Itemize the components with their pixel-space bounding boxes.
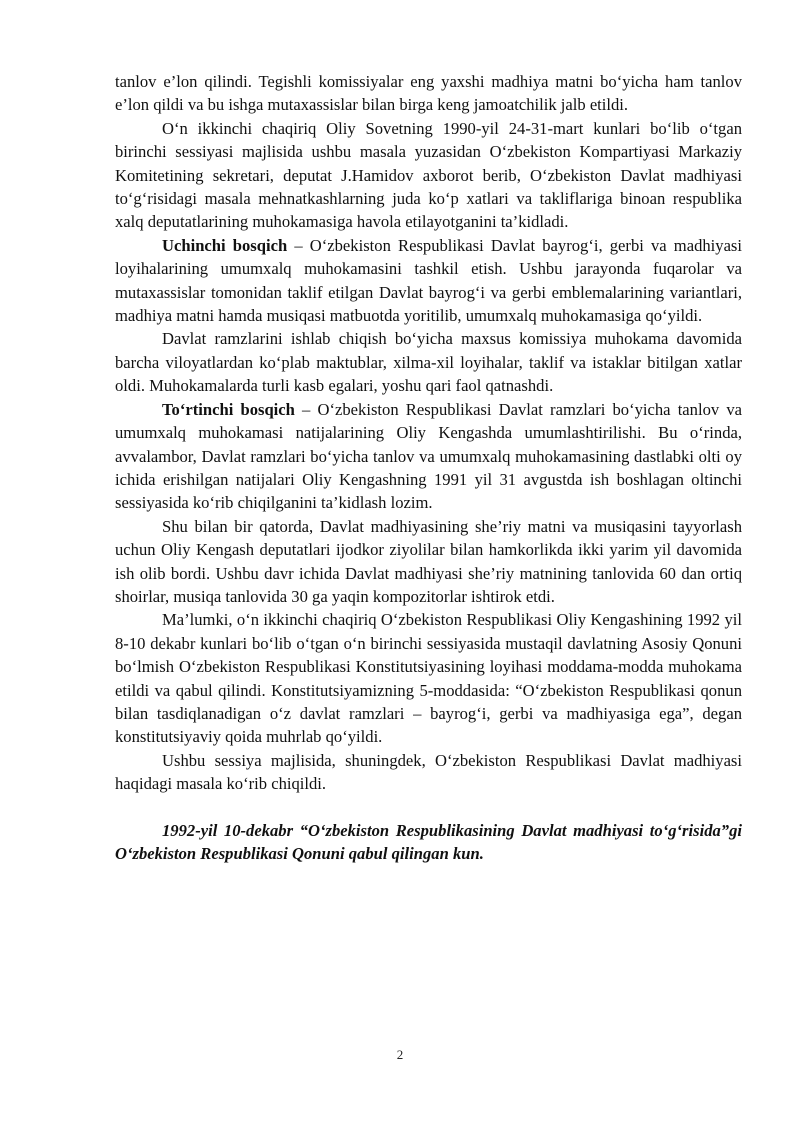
document-body	[115, 70, 742, 866]
paragraph-session: Ushbu sessiya majlisida, shuningdek, O‘zbekiston Respublikasi Davlat madhiyasi haqidagi masala ko‘rib chiqildi.	[115, 750, 742, 794]
paragraph-commission: Davlat ramzlarini ishlab chiqish bo‘yicha maxsus komissiya muhokama davomida barcha viloyatlardan ko‘plab maktublar, xilma-xil loyihalar, taklif va istaklar bitilgan xatlar oldi. Muhokamalarda turli kasb egalari, yoshu qari faol qatnashdi.	[115, 329, 742, 396]
page-number: 2	[396, 1047, 404, 1062]
paragraph-anthem-text: Shu bilan bir qatorda, Davlat madhiyasining she’riy matni va musiqasini tayyorlash uchun Oliy Kengash deputatlari ijodkor ziyolilar bilan hamkorlikda ikki yarim yil davomida ish olib bordi. Ushbu davr ichida Davlat madhiyasi she’riy matnining tanlovida 60 dan ortiq shoirlar, musiqa tanlovida 30 ga yaqin kompozitorlar ishtirok etdi.	[115, 516, 742, 606]
paragraph-constitution: Ma’lumki, o‘n ikkinchi chaqiriq O‘zbekiston Respublikasi Oliy Kengashining 1992 yil 8-10 dekabr kunlari bo‘lib o‘tgan o‘n birinchi sessiyasida mustaqil davlatning Asosiy Qonuni bo‘lmish O‘zbekiston Respublikasi Konstitutsiyasining loyihasi moddama-modda muhokama etildi va qabul qilindi. Konstitutsiyamizning 5-moddasida: “O‘zbekiston Respublikasi qonun bilan tasdiqlanadigan o‘z davlat ramzlari – bayrog‘i, gerbi va madhiyasiga ega”, degan konstitutsiyaviy qoida muhrlab qo‘yildi.	[115, 610, 742, 747]
closing-statement: 1992-yil 10-dekabr “O‘zbekiston Respublikasining Davlat madhiyasi to‘g‘risida”gi O‘zbekiston Respublikasi Qonuni qabul qilingan kun.	[115, 820, 742, 864]
fourth-stage-heading: To‘rtinchi bosqich	[162, 399, 295, 419]
paragraph-oliy-sovet-session: O‘n ikkinchi chaqiriq Oliy Sovetning 1990-yil 24-31-mart kunlari bo‘lib o‘tgan birinchi sessiyasi majlisida ushbu masala yuzasidan O‘zbekiston Kompartiyasi Markaziy Komitetining sekretari, deputat J.Hamidov axborot berib, O‘zbekiston Davlat madhiyasi to‘g‘risidagi masala mehnatkashlarning juda ko‘p xatlari va takliflariga binoan respublika xalq deputatlarining muhokamasiga havola etilayotganini ta’kidladi.	[115, 118, 742, 232]
third-stage-text: – O‘zbekiston Respublikasi Davlat bayrog‘i, gerbi va madhiyasi loyihalarining umumxalq muhokamasini tashkil etish. Ushbu jarayonda fuqarolar va mutaxassislar tomonidan taklif etilgan Davlat bayrog‘i va gerbi emblemalarining variantlari, madhiya matni hamda musiqasi matbuotda yoritilib, umumxalq muhokamasiga qo‘yildi.	[115, 235, 742, 326]
third-stage-heading: Uchinchi bosqich	[162, 235, 288, 255]
paragraph-fourth-stage	[115, 398, 742, 515]
paragraph-continuation: tanlov e’lon qilindi. Tegishli komissiyalar eng yaxshi madhiya matni bo‘yicha ham tanlov e’lon qildi va bu ishga mutaxassislar bilan birga keng jamoatchilik jalb etildi.	[115, 72, 742, 115]
paragraph-spacer	[115, 796, 742, 819]
fourth-stage-text: – O‘zbekiston Respublikasi Davlat ramzlari bo‘yicha tanlov va umumxalq muhokamasi natijalarining Oliy Kengashda umumlashtirilishi. Bu o‘rinda, avvalambor, Davlat ramzlari bo‘yicha tanlov va umumxalq muhokamasining dastlabki olti oy ichida erishilgan natijalari Oliy Kengashning 1991 yil 31 avgustda ish boshlagan oltinchi sessiyasida ko‘rib chiqilganini ta’kidlash lozim.	[115, 399, 742, 513]
paragraph-third-stage	[115, 234, 742, 328]
